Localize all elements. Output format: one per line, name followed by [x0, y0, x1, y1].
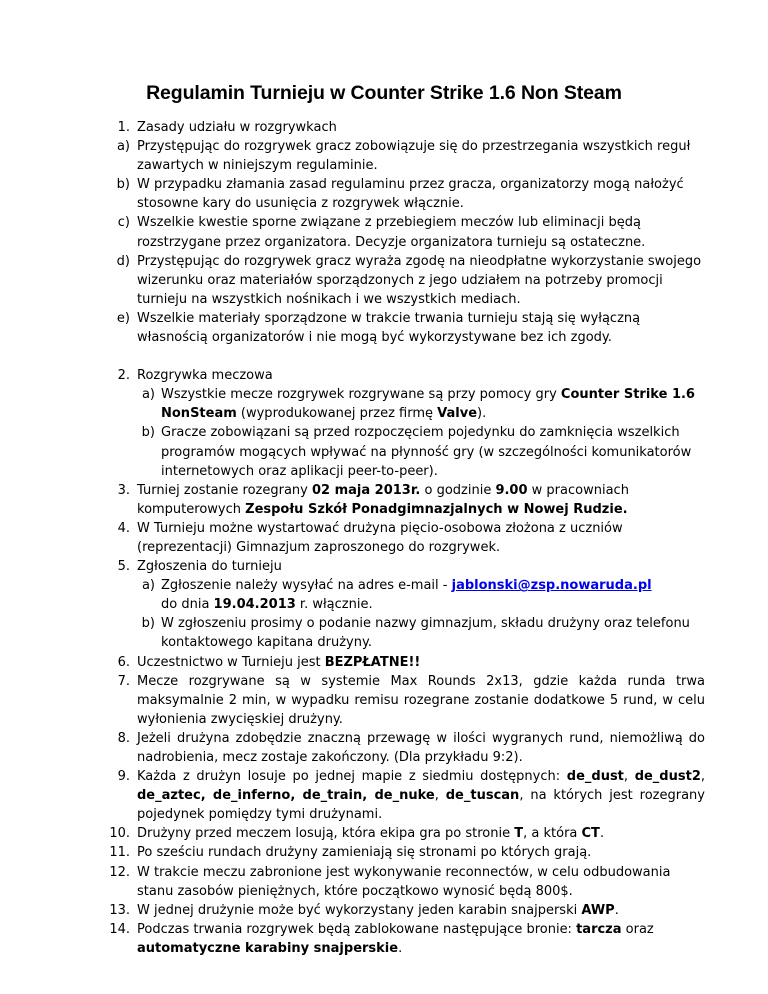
list-letter: c) [117, 215, 130, 231]
tournament-venue: Zespołu Szkół Ponadgimnazjalnych w Nowej Rudzie. [245, 501, 628, 517]
list-letter: e) [116, 310, 130, 326]
section-6 [0, 653, 705, 672]
list-item-text: Każda z drużyn losuje po jednej mapie z siedmiu dostępnych: [137, 769, 567, 785]
game-name: Counter Strike 1.6 NonSteam [161, 387, 695, 422]
section-12 [0, 863, 705, 901]
list-item-text: Gracze zobowiązani są przed rozpoczęciem pojedynku do zamknięcia wszelkich programów mogących wpływać na płynność gry (w szczególności komunikatorów internetowych oraz aplikacji peer-to-peer). [161, 425, 692, 479]
list-number: 3. [117, 482, 130, 498]
list-item-text: Przystępując do rozgrywek gracz zobowiązuje się do przestrzegania wszystkich reguł zawartych w niniejszym regulaminie. [137, 139, 691, 174]
list-item-text: W jednej drużynie może być wykorzystany jeden karabin snajperski [137, 902, 582, 918]
list-item-text: Wszystkie mecze rozgrywek rozgrywane są przy pomocy gry [161, 387, 561, 403]
list-item-text: . [614, 902, 619, 918]
email-link[interactable]: jablonski@zsp.nowaruda.pl [451, 578, 652, 594]
section-1-item-b [0, 175, 705, 213]
section-2-item-b [0, 423, 705, 480]
list-item-text: Uczestnictwo w Turnieju jest [137, 654, 325, 670]
list-item-text: r. włącznie. [295, 597, 373, 613]
section-1-heading [0, 118, 705, 137]
list-item-text: do dnia [161, 597, 214, 613]
list-number: 2. [117, 368, 130, 384]
list-item-text: W Turnieju możne wystartować drużyna pięcio-osobowa złożona z uczniów (reprezentacji) Gimnazjum zaproszonego do rozgrywek. [137, 520, 623, 555]
list-item-text: . [599, 826, 605, 842]
section-10 [0, 824, 705, 843]
list-item-text: Drużyny przed meczem losują, która ekipa gra po stronie [137, 826, 515, 842]
list-letter: a) [116, 139, 130, 155]
list-item-text: W trakcie meczu zabronione jest wykonywanie reconnectów, w celu odbudowania stanu zasobów pieniężnych, które początkowo wynosić będą 800$. [137, 864, 671, 899]
section-14 [0, 920, 705, 958]
weapon-name: tarcza [576, 921, 622, 937]
list-item-text: , [434, 788, 446, 804]
team-side: CT [581, 826, 600, 842]
list-item-text: , [700, 769, 706, 785]
list-item-text: Zgłoszenie należy wysyłać na adres e-mail - [161, 578, 452, 594]
section-5-heading [0, 557, 705, 576]
section-heading-text: Rozgrywka meczowa [137, 368, 273, 384]
section-2-heading [0, 366, 705, 385]
list-item-text: Po sześciu rundach drużyny zamieniają się stronami po których grają. [137, 845, 592, 861]
list-number: 12. [109, 864, 130, 880]
list-letter: d) [116, 253, 130, 269]
paragraph-gap [0, 347, 768, 366]
list-number: 1. [117, 120, 130, 135]
section-11 [0, 843, 705, 862]
list-item-text: ). [477, 406, 487, 422]
list-item-text: W zgłoszeniu prosimy o podanie nazwy gimnazjum, składu drużyny oraz telefonu kontaktowego kapitana drużyny. [161, 616, 690, 651]
section-4 [0, 519, 705, 557]
list-item-text: Jeżeli drużyna zdobędzie znaczną przewagę w ilości wygranych rund, niemożliwą do nadrobienia, mecz zostaje zakończony. (Dla przykładu 9:2). [137, 730, 705, 765]
list-item-text: Przystępując do rozgrywek gracz wyraża zgodę na nieodpłatne wykorzystanie swojego wizerunku oraz materiałów sporządzonych z jego udziałem na potrzeby promocji turnieju na wszystkich nośnikach i we wszystkich mediach. [137, 253, 702, 307]
list-item-text: , na których jest rozegrany pojedynek pomiędzy tymi drużynami. [137, 788, 705, 823]
list-letter: b) [116, 177, 130, 193]
list-item-text: (wyprodukowanej przez firmę [236, 406, 438, 422]
list-letter: a) [141, 387, 155, 403]
list-number: 4. [117, 520, 130, 536]
section-1-item-a [0, 137, 705, 175]
map-name: de_dust2 [634, 769, 701, 785]
list-item-text: Wszelkie materiały sporządzone w trakcie trwania turnieju stają się wyłączną własnością organizatorów i nie mogą być wykorzystywane bez ich zgody. [137, 310, 641, 346]
list-number: 7. [117, 673, 130, 689]
list-item-text: . [398, 940, 403, 956]
section-3 [0, 481, 705, 519]
map-name: de_tuscan [445, 788, 520, 804]
list-item-text: Podczas trwania rozgrywek będą zablokowane następujące bronie: [137, 921, 577, 937]
weapon-name: automatyczne karabiny snajperskie [137, 940, 399, 956]
section-5-item-a [0, 576, 705, 614]
section-5-item-b [0, 614, 705, 652]
section-8 [0, 729, 705, 767]
list-letter: a) [141, 578, 155, 594]
map-name: de_dust [566, 769, 624, 785]
section-2-item-a [0, 385, 705, 423]
page-title: Regulamin Turnieju w Counter Strike 1.6 Non Steam [146, 82, 622, 104]
free-entry-text: BEZPŁATNE!! [324, 654, 421, 670]
section-7 [0, 672, 705, 729]
tournament-time: 9.00 [495, 482, 528, 498]
list-item-text: Wszelkie kwestie sporne związane z przebiegiem meczów lub eliminacji będą rozstrzygane przez organizatora. Decyzje organizatora turnieju są ostateczne. [137, 215, 646, 250]
list-item-text: , a która [523, 826, 582, 842]
list-number: 13. [109, 902, 130, 918]
list-number: 14. [109, 921, 130, 937]
list-item-text: oraz [621, 921, 654, 937]
section-9 [0, 767, 705, 824]
section-1-item-c [0, 213, 705, 251]
section-13 [0, 901, 705, 920]
tournament-date: 02 maja 2013r. [311, 482, 421, 498]
team-side: T [514, 826, 524, 842]
list-number: 8. [117, 730, 130, 746]
list-number: 11. [109, 845, 130, 861]
list-item-text: , [623, 769, 635, 785]
list-number: 6. [117, 654, 130, 670]
list-number: 10. [109, 826, 130, 842]
list-letter: b) [141, 616, 155, 632]
company-name: Valve [437, 406, 478, 422]
deadline-date: 19.04.2013 [213, 597, 296, 613]
list-item-text: o godzinie [420, 482, 496, 498]
section-heading-text: Zasady udziału w rozgrywkach [137, 120, 337, 135]
section-1-item-d [0, 252, 705, 309]
list-item-text: Mecze rozgrywane są w systemie Max Rounds 2x13, gdzie każda runda trwa maksymalnie 2 min, w wypadku remisu rozegrane zostanie dodatkowe 5 rund, w celu wyłonienia zwycięskiej drużyny. [137, 673, 705, 727]
section-1-item-e [0, 309, 705, 347]
list-letter: b) [141, 425, 155, 441]
list-item-text: w pracowniach komputerowych [137, 482, 629, 517]
list-item-text: Turniej zostanie rozegrany [137, 482, 312, 498]
list-item-text: W przypadku złamania zasad regulaminu przez gracza, organizatorzy mogą nałożyć stosowne kary do usunięcia z rozgrywek włącznie. [137, 177, 684, 212]
map-name: de_aztec, de_inferno, de_train, de_nuke [137, 788, 435, 804]
weapon-name: AWP [581, 902, 615, 918]
list-number: 5. [117, 559, 130, 575]
section-heading-text: Zgłoszenia do turnieju [137, 559, 282, 575]
list-number: 9. [117, 769, 130, 785]
document-body [0, 118, 768, 958]
